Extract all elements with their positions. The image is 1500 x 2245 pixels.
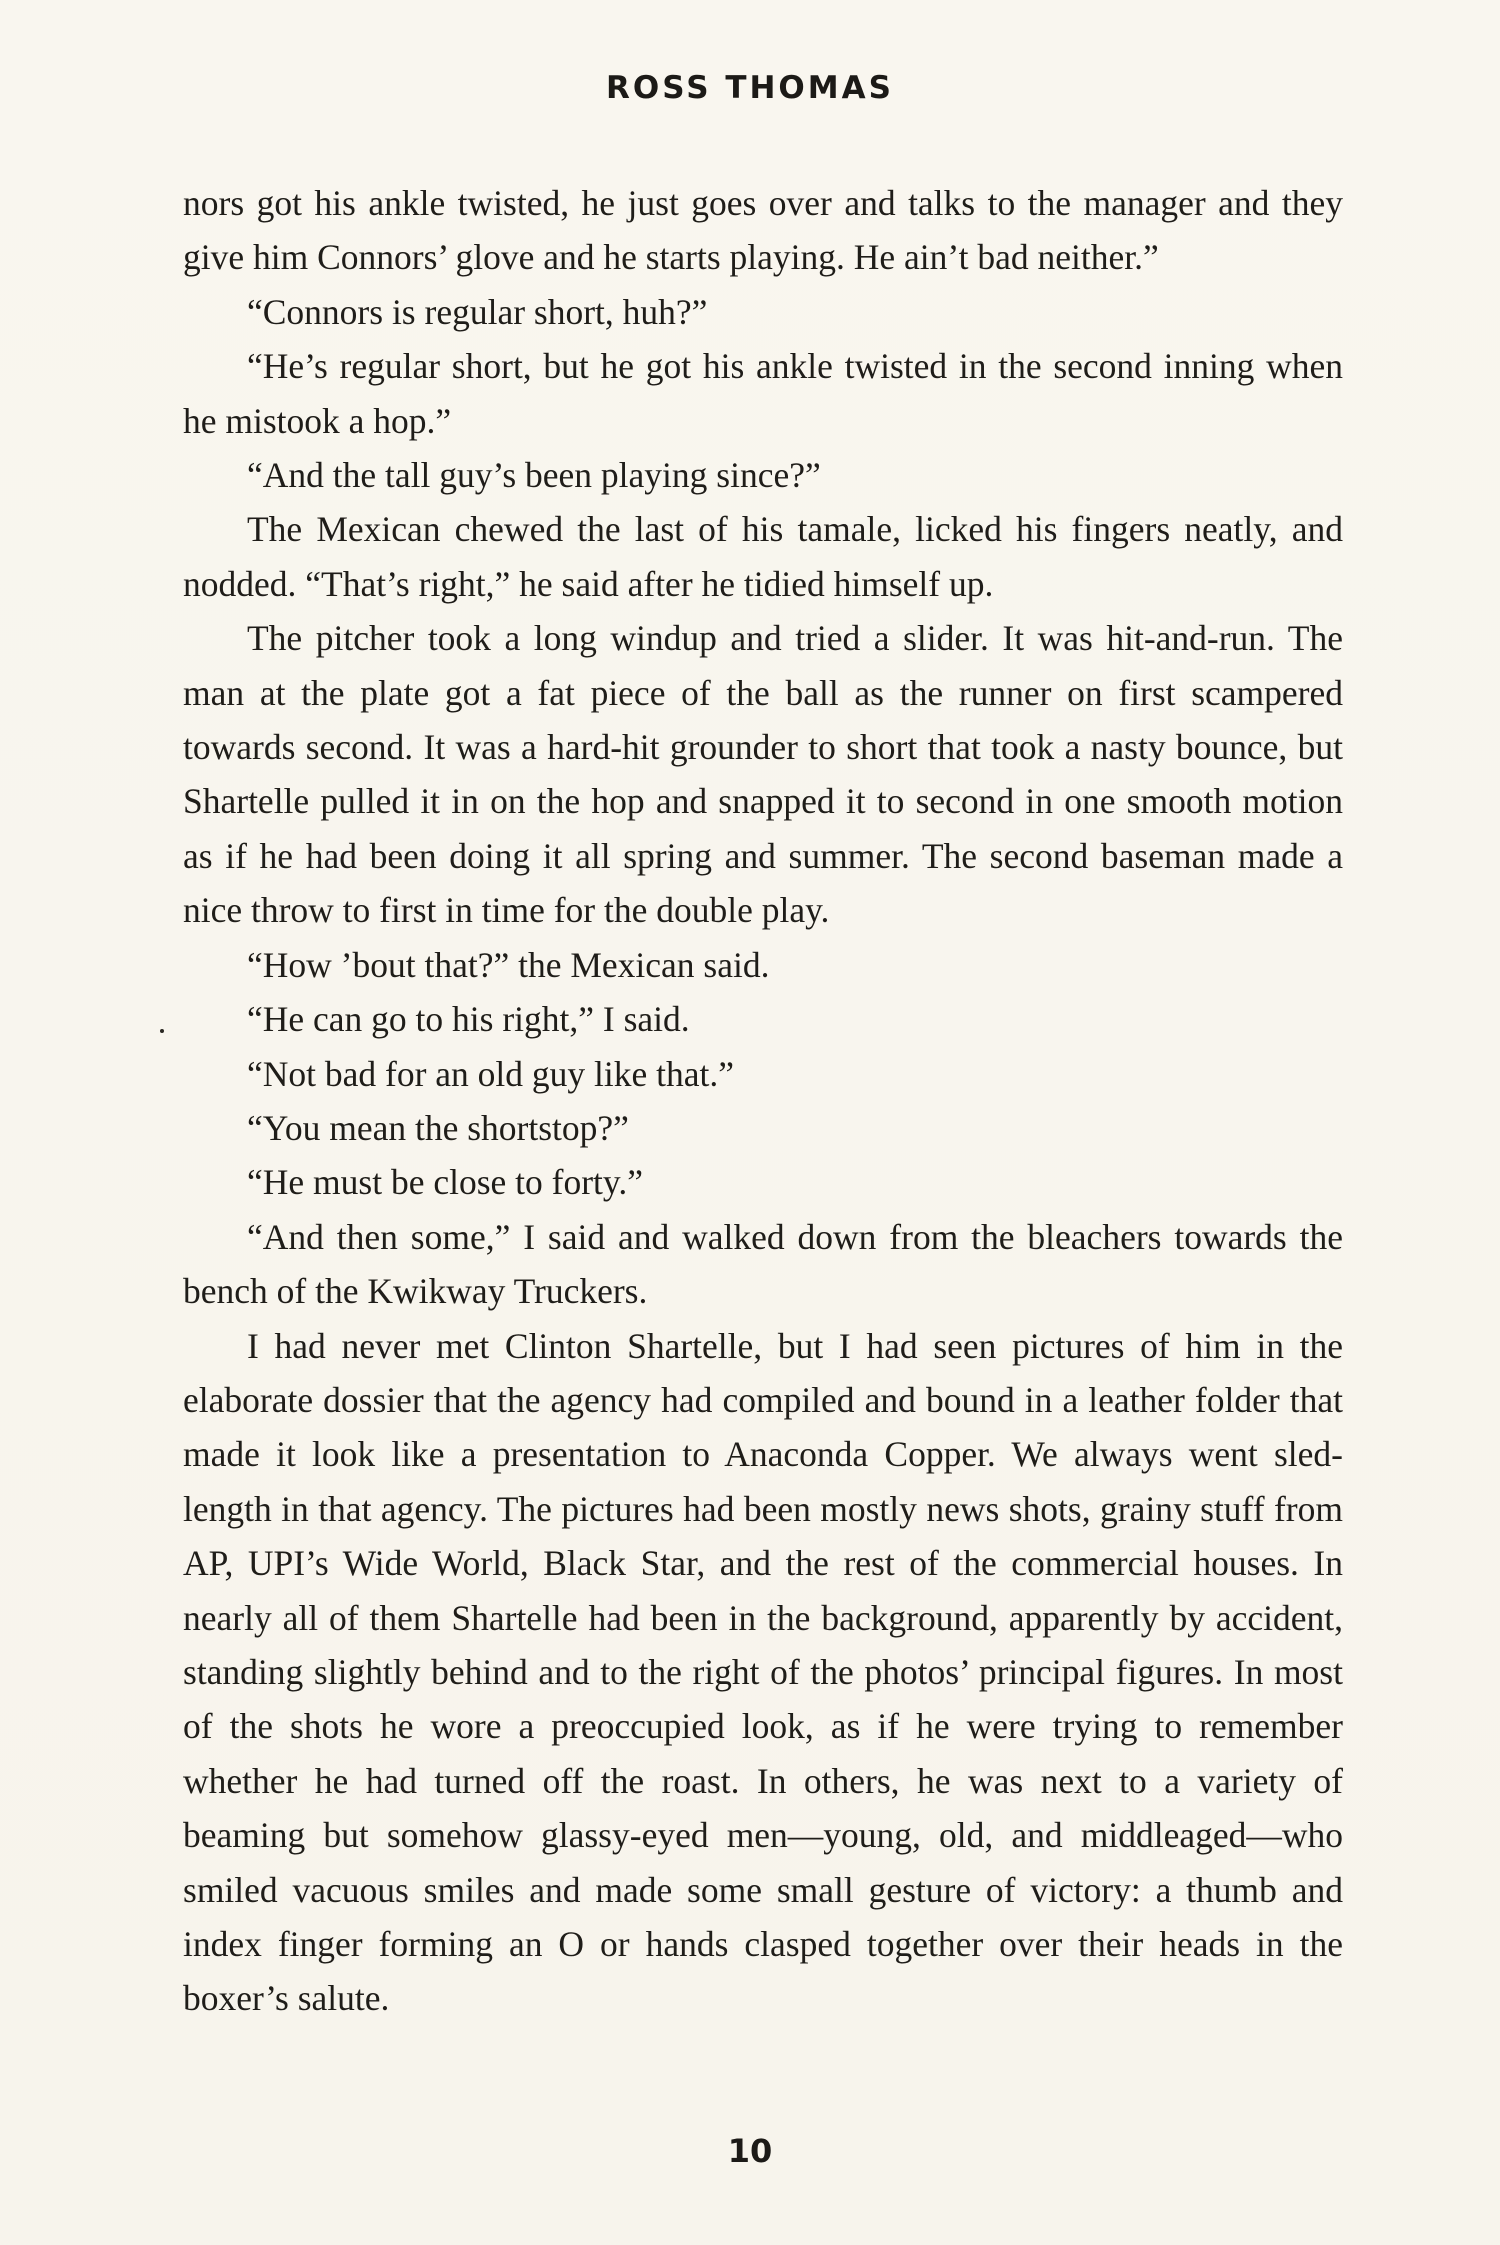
page-number: 10 [727,2132,773,2170]
paragraph: I had never met Clinton Shartelle, but I had seen pictures of him in the elaborate dossier that the agency had compiled and bound in a leather folder that made it look like a presentation to Anaconda Copper. We always went sled-length in that agency. The pictures had been mostly news shots, grainy stuff from AP, UPI’s Wide World, Black Star, and the rest of the commercial houses. In nearly all of them Shartelle had been in the background, apparently by accident, standing slightly behind and to the right of the photos’ principal figures. In most of the shots he wore a preoccupied look, as if he were trying to remember whether he had turned off the roast. In others, he was next to a variety of beaming but somehow glassy-eyed men—young, old, and middleaged—who smiled vacuous smiles and made some small gesture of victory: a thumb and index finger forming an O or hands clasped together over their heads in the boxer’s salute. [183,1325,1343,2019]
paragraph: nors got his ankle twisted, he just goes over and talks to the manager and they give him Connors’ glove and he starts playing. He ain’t bad neither.” [183,183,1343,278]
paragraph: The pitcher took a long windup and tried a slider. It was hit-and-run. The man at the plate got a fat piece of the ball as the runner on first scampered towards second. It was a hard-hit grounder to short that took a nasty bounce, but Shartelle pulled it in on the hop and snapped it to second in one smooth motion as if he had been doing it all spring and summer. The second baseman made a nice throw to first in time for the double play. [183,618,1343,931]
paragraph: “You mean the shortstop?” [247,1107,629,1148]
body-text [183,176,1343,2026]
running-head: ROSS THOMAS [606,70,894,106]
paragraph: “Connors is regular short, huh?” [247,291,708,332]
paragraph: The Mexican chewed the last of his tamale, licked his fingers neatly, and nodded. “That’s right,” he said after he tidied himself up. [183,509,1343,604]
print-speck [160,1029,164,1033]
paragraph: “And the tall guy’s been playing since?” [247,455,821,496]
paragraph: “He must be close to forty.” [247,1162,643,1203]
paragraph: “He can go to his right,” I said. [247,999,690,1040]
paragraph: “Not bad for an old guy like that.” [247,1053,734,1094]
paragraph: “How ’bout that?” the Mexican said. [247,944,770,985]
paragraph: “And then some,” I said and walked down from the bleachers towards the bench of the Kwikway Truckers. [183,1216,1343,1312]
paragraph: “He’s regular short, but he got his ankle twisted in the second inning when he mistook a hop.” [183,346,1343,441]
